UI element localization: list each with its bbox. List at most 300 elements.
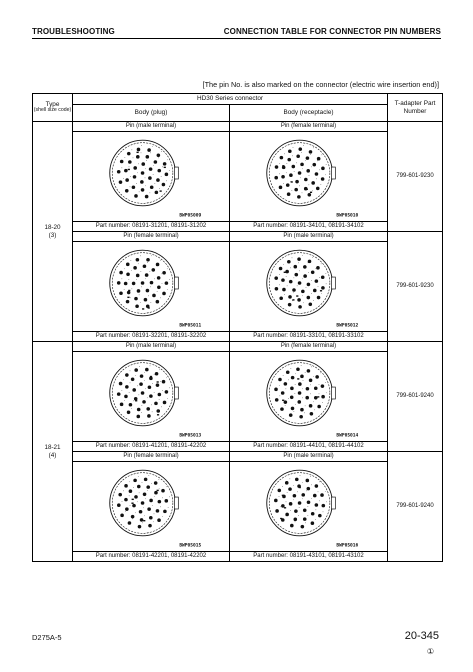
pin-hole-mark: ˙: [127, 278, 130, 284]
pin-marker: [284, 507, 286, 508]
pin-hole-mark: ˙: [311, 189, 314, 195]
pin-marker: [150, 376, 152, 377]
pin-hole-mark: ˙: [297, 261, 300, 267]
pin-hole-mark: ˙: [136, 385, 139, 391]
pin-hole-mark: ˙: [320, 153, 323, 159]
connector-image-cell: [73, 352, 230, 442]
pin-hole-mark: ˙: [300, 364, 303, 370]
image-code-label: BWP05010: [336, 213, 359, 219]
pin-hole-mark: ˙: [316, 490, 319, 496]
part-number: Part number: 08191-41201, 08191-42202: [73, 442, 230, 452]
pin-hole-mark: ˙: [324, 490, 327, 496]
pin-hole-mark: ˙: [152, 173, 155, 179]
pin-hole-mark: ˙: [148, 191, 151, 197]
pin-hole-mark: ˙: [306, 505, 309, 511]
pin-hole-mark: ˙: [168, 169, 171, 175]
pin-hole-mark: ˙: [298, 269, 301, 275]
part-number: Part number: 08191-33101, 08191-33102: [230, 332, 388, 342]
pin-hole-mark: ˙: [304, 159, 307, 165]
pin-hole-mark: ˙: [144, 177, 147, 183]
type-number: (4): [48, 451, 57, 459]
pin-hole-mark: ˙: [161, 165, 164, 171]
pin-hole-mark: ˙: [292, 146, 294, 152]
pin-hole-mark: ˙: [135, 182, 138, 188]
page-heading: CONNECTION TABLE FOR CONNECTOR PIN NUMBERS: [223, 27, 441, 36]
pin-marker: [282, 165, 284, 166]
part-number: Part number: 08191-43101, 08191-43102: [230, 552, 388, 562]
pin-hole-mark: ˙: [137, 163, 140, 169]
pin-marker: [306, 189, 308, 190]
pin-hole-mark: ˙: [298, 184, 301, 190]
pin-hole-mark: ˙: [161, 282, 164, 288]
pin-hole-mark: ˙: [278, 283, 281, 289]
pin-hole-mark: ˙: [324, 272, 327, 278]
pin-hole-mark: ˙: [145, 159, 148, 165]
pin-hole-mark: ˙: [309, 475, 312, 481]
pin-hole-mark: ˙: [160, 175, 163, 181]
pin-marker: [157, 487, 161, 493]
pin-hole-mark: ˙: [129, 382, 132, 388]
connector-key-tab: [331, 387, 335, 399]
pin-hole-mark: ˙: [158, 368, 161, 374]
pin-hole-mark: ˙: [153, 373, 156, 379]
pin-hole-mark: ˙: [140, 404, 143, 410]
pin-hole-mark: ˙: [290, 189, 293, 195]
pin-hole-mark: ˙: [301, 397, 304, 403]
pin-hole-mark: ˙: [302, 379, 305, 385]
pin-marker: [127, 297, 129, 298]
part-number: Part number: 08191-31201, 08191-31202: [73, 222, 230, 232]
pin-hole-mark: ˙: [325, 283, 328, 289]
connector-key-tab: [331, 277, 335, 289]
pin-marker: [280, 518, 282, 519]
pin-hole-mark: ˙: [284, 404, 287, 410]
pin-hole-mark: ˙: [136, 172, 139, 178]
pin-marker: [299, 487, 301, 488]
pin-hole-mark: ˙: [144, 388, 147, 394]
pin-hole-mark: ˙: [153, 277, 156, 283]
pin-hole-mark: ˙: [310, 166, 313, 172]
pin-hole-mark: ˙: [166, 159, 169, 165]
pin-hole-mark: ˙: [325, 163, 328, 169]
pin-hole-mark: ˙: [123, 288, 126, 294]
pin-hole-mark: ˙: [144, 498, 147, 504]
pin-hole-mark: ˙: [317, 383, 320, 389]
pin-hole-mark: ˙: [158, 487, 161, 493]
type-code: 18-21: [44, 444, 61, 452]
pin-hole-mark: ˙: [140, 286, 143, 292]
pin-hole-mark: ˙: [278, 172, 281, 178]
pin-number-note: [The pin No. is also marked on the connector (electric wire insertion end)]: [202, 80, 439, 89]
pin-hole-mark: ˙: [297, 514, 300, 520]
image-code-label: BWP05013: [179, 433, 202, 439]
pin-hole-mark: ˙: [309, 383, 312, 389]
pin-hole-mark: ˙: [135, 278, 138, 284]
connector-pin-table: [32, 93, 443, 562]
connector-image-cell: [230, 242, 388, 332]
pin-hole-mark: ˙: [289, 367, 292, 373]
pin-hole-mark: ˙: [304, 521, 307, 527]
pin-hole-mark: ˙: [139, 254, 142, 260]
pin-hole-mark: ˙: [138, 293, 141, 299]
pin-hole-mark: ˙: [130, 148, 133, 154]
pin-hole-mark: ˙: [165, 485, 168, 491]
section-title: TROUBLESHOOTING: [32, 27, 115, 36]
pin-hole-mark: ˙: [160, 406, 163, 412]
pin-hole-mark: ˙: [320, 263, 323, 269]
pin-hole-mark: ˙: [312, 401, 315, 407]
pin-marker: [284, 272, 286, 273]
pin-hole-mark: ˙: [150, 404, 153, 410]
pin-hole-mark: ˙: [301, 388, 304, 394]
pin-hole-mark: ˙: [303, 411, 306, 417]
pin-hole-mark: ˙: [317, 392, 320, 398]
pin-hole-mark: ˙: [316, 285, 319, 291]
image-code-label: BWP05014: [336, 433, 359, 439]
pin-hole-mark: ˙: [141, 521, 144, 527]
image-code-label: BWP05012: [336, 323, 359, 329]
revision-mark: ①: [426, 647, 434, 656]
pin-hole-mark: ˙: [301, 254, 304, 260]
pin-hole-mark: ˙: [156, 290, 159, 296]
pin-hole-mark: ˙: [293, 392, 296, 398]
pin-hole-mark: ˙: [138, 365, 141, 371]
type-code: 18-20: [44, 224, 61, 232]
pin-hole-mark: ˙: [132, 486, 135, 492]
pin-hole-mark: ˙: [130, 269, 133, 275]
pin-hole-mark: ˙: [318, 481, 321, 487]
pin-hole-mark: ˙: [139, 270, 142, 276]
pin-hole-mark: ˙: [311, 256, 314, 262]
pin-hole-mark: ˙: [123, 399, 126, 405]
pin-hole-mark: ˙: [157, 478, 160, 484]
body-plug-header: Body (plug): [73, 105, 230, 122]
pin-hole-mark: ˙: [128, 186, 131, 192]
pin-hole-mark: ˙: [315, 178, 318, 184]
type-subheader: (shell size code): [33, 107, 72, 114]
pin-hole-mark: ˙: [149, 152, 152, 158]
pin-hole-mark: ˙: [129, 259, 132, 265]
pin-hole-mark: ˙: [308, 174, 310, 180]
pin-hole-mark: ˙: [282, 374, 285, 380]
pin-label: Pin (female terminal): [73, 452, 230, 462]
pin-hole-mark: ˙: [152, 512, 155, 518]
pin-hole-mark: ˙: [278, 273, 281, 279]
pin-marker: [282, 400, 284, 401]
pin-hole-mark: ˙: [282, 263, 285, 269]
pin-hole-mark: ˙: [143, 515, 146, 521]
type-header-cell: [33, 94, 73, 122]
pin-hole-mark: ˙: [140, 411, 143, 417]
pin-hole-mark: ˙: [292, 410, 295, 416]
pin-hole-mark: ˙: [301, 278, 304, 284]
tadapter-number: 799-601-9230: [388, 122, 443, 232]
body-receptacle-header: Body (receptacle): [230, 105, 388, 122]
pin-hole-mark: ˙: [292, 276, 295, 282]
part-number: Part number: 08191-32201, 08191-32202: [73, 332, 230, 342]
pin-marker: [292, 299, 294, 300]
pin-marker: [282, 495, 284, 496]
pin-hole-mark: ˙: [284, 388, 287, 394]
pin-hole-mark: ˙: [159, 296, 162, 302]
pin-hole-mark: ˙: [137, 263, 140, 269]
pin-label: Pin (male terminal): [230, 232, 388, 242]
pin-hole-mark: ˙: [291, 299, 294, 305]
pin-hole-mark: ˙: [301, 295, 304, 301]
pin-hole-mark: ˙: [129, 175, 132, 181]
pin-hole-mark: ˙: [286, 284, 289, 290]
type-header: Type: [45, 100, 60, 108]
pin-hole-mark: ˙: [122, 378, 125, 384]
connector-image-cell: [230, 462, 388, 552]
pin-hole-mark: ˙: [319, 372, 322, 378]
tadapter-number: 799-601-9230: [388, 232, 443, 342]
pin-hole-mark: ˙: [146, 397, 149, 403]
pin-hole-mark: ˙: [312, 375, 315, 381]
pin-hole-mark: ˙: [304, 404, 307, 410]
pin-hole-mark: ˙: [309, 392, 312, 398]
pin-hole-mark: ˙: [120, 166, 123, 172]
pin-hole-mark: ˙: [165, 376, 168, 382]
pin-hole-mark: ˙: [285, 162, 288, 168]
part-number: Part number: 08191-34101, 08191-34102: [230, 222, 388, 232]
image-code-label: BWP05011: [179, 323, 202, 329]
pin-hole-mark: ˙: [158, 398, 161, 404]
pin-hole-mark: ˙: [277, 495, 280, 501]
pin-hole-mark: ˙: [138, 191, 141, 197]
connector-image-cell: [73, 132, 230, 222]
pin-hole-mark: ˙: [278, 384, 281, 390]
series-header: HD30 Series connector: [73, 94, 388, 105]
pin-hole-mark: ˙: [284, 515, 287, 521]
connector-face-diagram: [73, 242, 229, 331]
pin-label: Pin (male terminal): [73, 122, 230, 132]
pin-marker: [132, 499, 134, 500]
pin-hole-mark: ˙: [313, 408, 316, 414]
pin-hole-mark: ˙: [281, 485, 284, 491]
pin-hole-mark: ˙: [302, 144, 305, 150]
pin-hole-mark: ˙: [293, 520, 296, 526]
pin-hole-mark: ˙: [153, 391, 156, 397]
part-number: Part number: 08191-42201, 08191-42202: [73, 552, 230, 562]
pin-hole-mark: ˙: [166, 397, 169, 403]
pin-hole-mark: ˙: [310, 483, 313, 489]
pin-hole-mark: ˙: [279, 506, 282, 512]
pin-label: Pin (female terminal): [230, 342, 388, 352]
connector-image-cell: [73, 462, 230, 552]
pin-hole-mark: ˙: [307, 271, 310, 277]
pin-hole-mark: ˙: [159, 380, 162, 386]
pin-hole-mark: ˙: [295, 161, 298, 167]
pin-hole-mark: ˙: [278, 395, 281, 401]
pin-hole-mark: ˙: [289, 180, 292, 186]
pin-hole-mark: ˙: [123, 267, 126, 273]
pin-hole-mark: ˙: [294, 383, 297, 389]
pin-hole-mark: ˙: [283, 152, 286, 158]
pin-hole-mark: ˙: [128, 391, 131, 397]
pin-hole-mark: ˙: [319, 183, 322, 189]
pin-hole-mark: ˙: [149, 285, 152, 291]
pin-hole-mark: ˙: [144, 278, 147, 284]
image-code-label: BWP05015: [179, 543, 202, 549]
pin-hole-mark: ˙: [146, 261, 149, 267]
pin-hole-mark: ˙: [300, 151, 303, 157]
connector-face-diagram: [230, 352, 387, 441]
pin-hole-mark: ˙: [325, 500, 328, 506]
pin-hole-mark: ˙: [168, 278, 171, 284]
pin-hole-mark: ˙: [137, 393, 140, 399]
pin-hole-mark: ˙: [160, 273, 163, 279]
pin-hole-mark: ˙: [159, 506, 162, 512]
pin-hole-mark: ˙: [166, 288, 169, 294]
pin-hole-mark: ˙: [289, 266, 292, 272]
pin-hole-mark: ˙: [120, 389, 123, 395]
connector-face-diagram: [73, 132, 229, 221]
pin-hole-mark: ˙: [152, 520, 155, 526]
pin-marker: [143, 520, 145, 521]
pin-hole-mark: ˙: [151, 382, 154, 388]
pin-hole-mark: ˙: [287, 397, 290, 403]
pin-hole-mark: ˙: [322, 510, 325, 516]
connector-face-diagram: [230, 242, 387, 331]
pin-hole-mark: ˙: [304, 371, 307, 377]
pin-hole-mark: ˙: [287, 379, 290, 385]
pin-hole-mark: ˙: [148, 270, 151, 276]
pin-hole-mark: ˙: [132, 157, 135, 163]
pin-hole-mark: ˙: [310, 366, 313, 372]
connector-image-cell: [73, 242, 230, 332]
pin-hole-mark: ˙: [318, 169, 321, 175]
pin-hole-mark: ˙: [151, 145, 154, 151]
pin-hole-mark: ˙: [301, 168, 304, 174]
pin-hole-mark: ˙: [318, 500, 321, 506]
pin-hole-mark: ˙: [124, 510, 127, 516]
pin-marker: [158, 187, 162, 193]
pin-hole-mark: ˙: [292, 292, 295, 298]
image-code-label: BWP05009: [179, 213, 202, 219]
pin-marker: [291, 181, 293, 182]
pin-hole-mark: ˙: [143, 379, 146, 385]
pin-hole-mark: ˙: [309, 153, 312, 159]
pin-hole-mark: ˙: [147, 474, 150, 480]
pin-hole-mark: ˙: [122, 177, 125, 183]
pin-hole-mark: ˙: [288, 478, 291, 484]
pin-hole-mark: ˙: [161, 515, 164, 521]
connector-key-tab: [174, 167, 178, 179]
pin-hole-mark: ˙: [325, 391, 328, 397]
pin-hole-mark: ˙: [132, 399, 135, 405]
pin-hole-mark: ˙: [134, 511, 137, 517]
part-number: Part number: 08191-44101, 08191-44102: [230, 442, 388, 452]
pin-hole-mark: ˙: [120, 500, 123, 506]
pin-label: Pin (female terminal): [230, 122, 388, 132]
pin-hole-mark: ˙: [285, 501, 288, 507]
pin-hole-mark: ˙: [130, 287, 133, 293]
pin-marker: [142, 308, 144, 309]
pin-hole-mark: ˙: [122, 489, 125, 495]
pin-hole-mark: ˙: [282, 182, 285, 188]
pin-marker: [322, 395, 324, 396]
pin-hole-mark: ˙: [153, 495, 156, 501]
pin-hole-mark: ˙: [138, 492, 141, 498]
pin-label: Pin (male terminal): [73, 342, 230, 352]
pin-hole-mark: ˙: [292, 484, 295, 490]
pin-hole-mark: ˙: [286, 491, 289, 497]
pin-hole-mark: ˙: [158, 187, 161, 193]
image-code-label: BWP05016: [336, 543, 359, 549]
pin-hole-mark: ˙: [301, 192, 304, 198]
pin-marker: [297, 378, 299, 379]
pin-hole-mark: ˙: [285, 275, 288, 281]
pin-hole-mark: ˙: [151, 411, 154, 417]
pin-hole-mark: ˙: [307, 183, 310, 189]
pin-hole-mark: ˙: [314, 508, 317, 514]
pin-hole-mark: ˙: [144, 185, 147, 191]
connector-face-diagram: [230, 462, 387, 551]
pin-hole-mark: ˙: [128, 481, 131, 487]
pin-marker: [128, 290, 130, 291]
connector-face-diagram: [230, 132, 387, 221]
pin-hole-mark: ˙: [123, 156, 126, 162]
pin-hole-mark: ˙: [299, 176, 302, 182]
pin-hole-mark: ˙: [129, 504, 132, 510]
pin-hole-mark: ˙: [320, 292, 323, 298]
connector-key-tab: [174, 387, 178, 399]
pin-hole-mark: ˙: [321, 401, 324, 407]
tadapter-number: 799-601-9240: [388, 452, 443, 562]
pin-hole-mark: ˙: [128, 165, 131, 171]
pin-hole-mark: ˙: [147, 294, 150, 300]
pin-hole-mark: ˙: [292, 499, 295, 505]
pin-hole-mark: ˙: [143, 371, 146, 377]
pin-label: Pin (male terminal): [230, 452, 388, 462]
pin-marker: [131, 503, 133, 504]
connector-image-cell: [230, 132, 388, 222]
pin-hole-mark: ˙: [134, 374, 137, 380]
pin-hole-mark: ˙: [318, 276, 321, 282]
pin-hole-mark: ˙: [150, 482, 153, 488]
pin-marker: [135, 400, 137, 401]
connector-face-diagram: [73, 352, 229, 441]
pin-hole-mark: ˙: [140, 144, 143, 150]
pin-hole-mark: ˙: [168, 496, 171, 502]
pin-hole-mark: ˙: [144, 168, 147, 174]
pin-hole-mark: ˙: [312, 299, 315, 305]
pin-marker: [157, 414, 159, 415]
pin-marker: [317, 396, 319, 397]
pin-hole-mark: ˙: [305, 490, 308, 496]
pin-hole-mark: ˙: [130, 407, 133, 413]
tadapter-header: T-adapter Part Number: [388, 94, 443, 122]
pin-hole-mark: ˙: [168, 387, 171, 393]
pin-hole-mark: ˙: [324, 381, 327, 387]
connector-key-tab: [331, 167, 335, 179]
pin-hole-mark: ˙: [301, 481, 304, 487]
type-number: (3): [48, 231, 57, 239]
pin-hole-mark: ˙: [157, 157, 160, 163]
connector-key-tab: [331, 497, 335, 509]
pin-hole-mark: ˙: [142, 506, 145, 512]
pin-marker: [136, 152, 138, 153]
pin-hole-mark: ˙: [305, 286, 308, 292]
pin-hole-mark: ˙: [140, 481, 143, 487]
pin-hole-mark: ˙: [294, 372, 297, 378]
pin-marker: [128, 169, 130, 170]
connector-image-cell: [230, 352, 388, 442]
pin-hole-mark: ˙: [153, 182, 156, 188]
pin-hole-mark: ˙: [310, 292, 313, 298]
pin-hole-mark: ˙: [139, 301, 142, 307]
